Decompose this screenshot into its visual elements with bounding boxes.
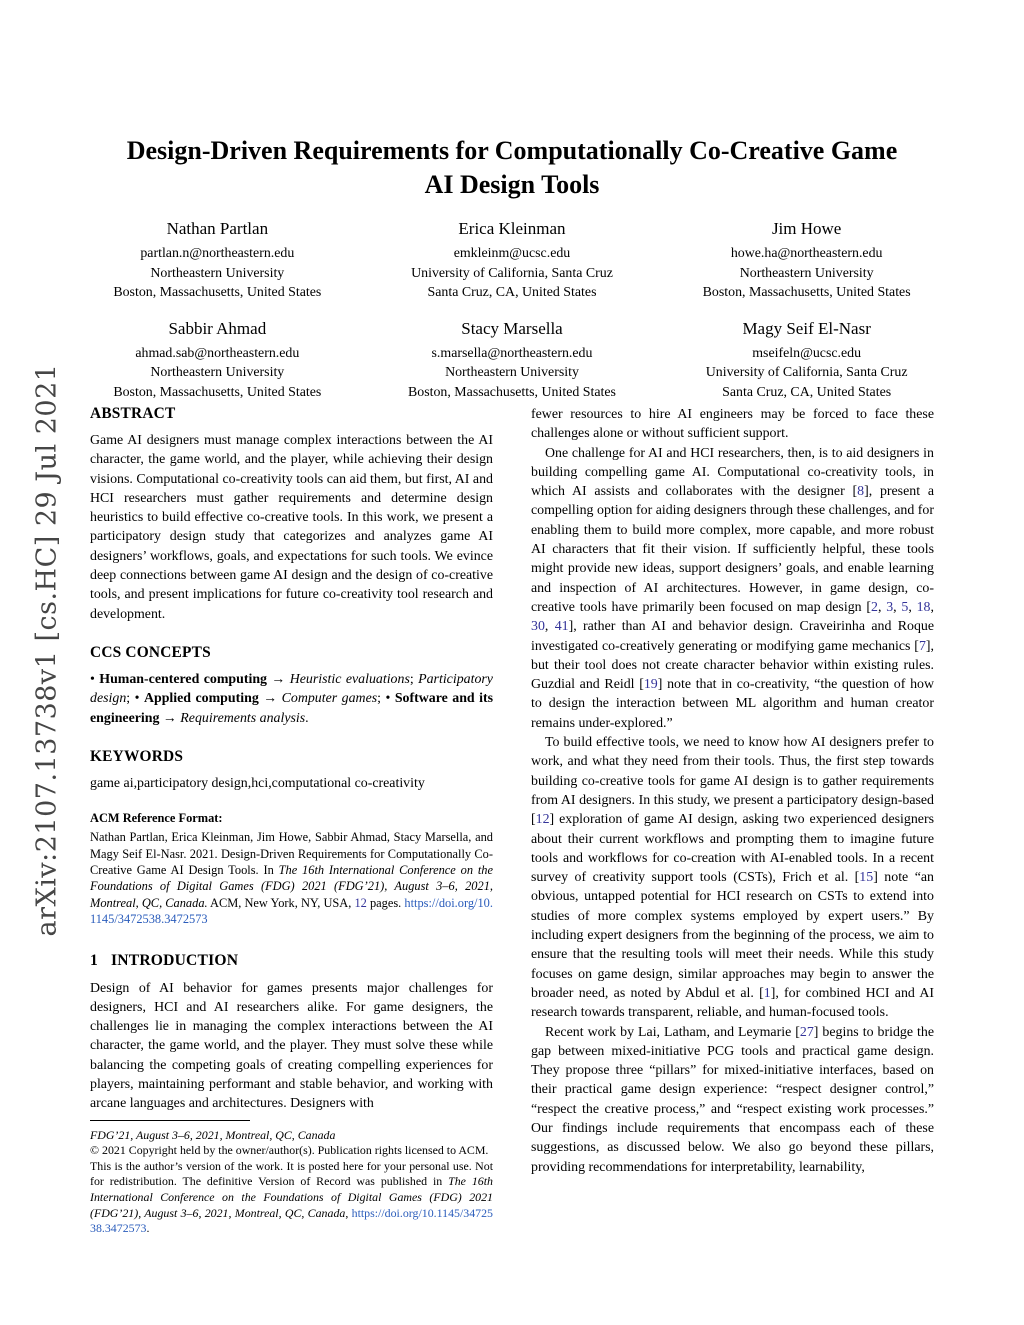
author-affiliation: University of California, Santa Cruz <box>411 265 613 281</box>
citation-link[interactable]: 41 <box>554 619 569 635</box>
citation-link[interactable]: 3 <box>886 599 894 615</box>
abstract-heading: ABSTRACT <box>90 405 176 422</box>
author-block <box>365 318 660 403</box>
author-block <box>659 318 954 403</box>
footnote-block <box>90 1114 493 1237</box>
footnote-version-note: This is the author’s version of the work. It is posted here for your personal use. Not for redistribution. The definitive Version of Record was published in The 16th International Conference on the Foundations of Digital Games (FDG) 2021 (FDG’21), August 3–6, 2021, Montreal, QC, Canada, https://doi.org/10.1145/3472538.3472573. <box>90 1158 493 1236</box>
author-affiliation: Northeastern University <box>739 265 874 281</box>
author-block <box>365 218 660 303</box>
keywords-text: game ai,participatory design,hci,computational co-creativity <box>90 775 425 791</box>
authors-grid <box>70 218 954 402</box>
paper-title: Design-Driven Requirements for Computationally Co-Creative Game AI Design Tools <box>126 136 898 199</box>
author-block <box>70 218 365 303</box>
author-location: Boston, Massachusetts, United States <box>113 285 322 300</box>
author-location: Boston, Massachusetts, United States <box>113 384 322 400</box>
body-paragraph: One challenge for AI and HCI researchers, then, is to aid designers in building compelling game AI. Computational co-creativity tools, in which AI assists and collaborates with the designer [8], present a compelling option for aiding designers through these challenges, and for enabling them to build more complex, more capable, and more robust AI characters that fit their vision. If sufficiently helpful, these tools might provide new ideas, support designers’ goals, and enable learning and inspection of AI architectures. However, in game design, co-creative tools have primarily been focused on map design [2, 3, 5, 18, 30, 41], rather than AI and behavior design. Craveirinha and Roque investigated co-creatively generating or modifying game mechanics [7], but their tool does not create character behavior within existing rules. Guzdial and Reidl [19] note that in co-creativity, “the question of how to design the interaction between ML algorithm and human creator remains under-explored.” <box>531 445 934 731</box>
two-column-body <box>90 405 934 1236</box>
footnote-copyright: © 2021 Copyright held by the owner/author(s). Publication rights licensed to ACM. <box>90 1143 489 1158</box>
right-column <box>531 405 934 1195</box>
footnote-conference: FDG’21, August 3–6, 2021, Montreal, QC, Canada <box>90 1127 336 1142</box>
body-paragraph: Recent work by Lai, Latham, and Leymarie [27] begins to bridge the gap between mixed-initiative PCG tools and practical game design. They propose three “pillars” for mixed-initiative interfaces, based on their practical game design experience: “respect designer control,” “respect the creative process,” and “respect existing work processes.” Our findings include requirements that encompass each of these suggestions, as discussed below. We also go beyond these pillars, providing recommendations for interpretability, learnability, <box>531 1024 934 1175</box>
introduction-heading <box>90 952 493 970</box>
acm-reference-text: Nathan Partlan, Erica Kleinman, Jim Howe, Sabbir Ahmad, Stacy Marsella, and Magy Seif El-Nasr. 2021. Design-Driven Requirements for Computationally Co-Creative Game AI Design Tools. In The 16th International Conference on the Foundations of Digital Games (FDG) 2021 (FDG’21), August 3–6, 2021, Montreal, QC, Canada. ACM, New York, NY, USA, 12 pages. https://doi.org/10.1145/3472538.3472573 <box>90 830 493 927</box>
author-location: Boston, Massachusetts, United States <box>702 285 911 300</box>
author-email: s.marsella@northeastern.edu <box>431 345 593 361</box>
ccs-heading: CCS CONCEPTS <box>90 643 211 661</box>
citation-link[interactable]: 7 <box>918 638 926 654</box>
citation-link[interactable]: 27 <box>799 1024 814 1040</box>
acm-reference-heading: ACM Reference Format: <box>90 811 223 826</box>
author-name: Nathan Partlan <box>166 219 269 238</box>
author-name: Sabbir Ahmad <box>168 318 267 338</box>
citation-link[interactable]: 30 <box>531 619 545 635</box>
doi-link[interactable]: https://doi.org/10.1145/3472538.3472573 <box>90 895 493 927</box>
author-email: partlan.n@northeastern.edu <box>140 246 295 261</box>
body-paragraph: To build effective tools, we need to know how AI designers prefer to work, and what they need from their tools. Thus, the first step towards building co-creative tools for game AI design is to gather requirements from AI designers. In this study, we present a participatory design-based [12] exploration of game AI design, asking two experienced designers about their current workflows and prompting them to imagine future tools and workflows for co-creation with AI-enabled tools. In a recent survey of creativity support tools (CSTs), Frich et al. [15] note “an obvious, untapped potential for HCI research on CSTs to extend into studies of more complex systems employed by expert users.” By including expert designers from the beginning of the process, we aim to ensure that the resulting tools will meet their needs. While this study focuses on game design, similar approaches may begin to answer the broader need, as noted by Abdul et al. [1], for combined HCI and AI research towards transparent, reliable, and human-focused tools. <box>531 735 934 1021</box>
introduction-paragraph: Design of AI behavior for games presents major challenges for designers, HCI and AI researchers alike. For game designers, the challenges lie in managing the complex interactions between the AI character, the game world, and the player. They must solve these while balancing the competing goals of creating compelling experiences for players, maintaining performant and stable behavior, and working with arcane languages and architectures. Designers with <box>90 980 493 1112</box>
citation-link[interactable]: 18 <box>916 599 931 615</box>
author-affiliation: University of California, Santa Cruz <box>705 365 908 380</box>
citation-link[interactable]: 8 <box>857 484 865 500</box>
page-count-link[interactable]: 12 <box>354 895 367 910</box>
keywords-heading: KEYWORDS <box>90 747 184 765</box>
citation-link[interactable]: 19 <box>643 677 658 693</box>
author-affiliation: Northeastern University <box>150 365 285 380</box>
author-location: Santa Cruz, CA, United States <box>722 384 892 400</box>
author-location: Santa Cruz, CA, United States <box>427 285 597 300</box>
author-name: Magy Seif El-Nasr <box>742 318 871 338</box>
author-block <box>70 318 365 403</box>
arxiv-watermark: arXiv:2107.13738v1 [cs.HC] 29 Jul 2021 <box>31 363 63 937</box>
author-email: howe.ha@northeastern.edu <box>730 246 883 261</box>
abstract-text: Game AI designers must manage complex interactions between the AI character, the game world, and the player, while achieving their design visions. Computational co-creativity tools can aid them, but first, AI and HCI researchers must gather requirements and determine design heuristics to build effective co-creative tools. In this work, we present a participatory design study that categorizes and analyzes game AI designers’ workflows, goals, and expectations for such tools. We evince deep connections between game AI design and the design of co-creative tools, and present implications for future co-creativity tool research and development. <box>90 433 493 622</box>
left-column <box>90 405 494 1236</box>
section-number: 1 <box>90 951 98 969</box>
citation-link[interactable]: 1 <box>763 985 771 1001</box>
author-name: Jim Howe <box>771 219 842 238</box>
body-paragraph: fewer resources to hire AI engineers may be forced to face these challenges alone or without sufficient support. <box>531 407 934 442</box>
author-affiliation: Northeastern University <box>445 365 579 380</box>
citation-link[interactable]: 12 <box>535 812 550 828</box>
doi-link[interactable]: https://doi.org/10.1145/3472538.3472573 <box>90 1205 493 1236</box>
author-email: ahmad.sab@northeastern.edu <box>135 345 300 361</box>
author-name: Erica Kleinman <box>458 219 566 238</box>
citation-link[interactable]: 15 <box>859 870 874 886</box>
ccs-text: • Human-centered computing → Heuristic evaluations; Participatory design; • Applied computing → Computer games; • Software and its engineering → Requirements analysis. <box>90 671 494 726</box>
author-email: mseifeln@ucsc.edu <box>752 345 862 361</box>
author-email: emkleinm@ucsc.edu <box>453 246 571 261</box>
author-name: Stacy Marsella <box>461 318 563 338</box>
author-location: Boston, Massachusetts, United States <box>408 384 616 400</box>
section-title: INTRODUCTION <box>111 951 239 969</box>
citation-link[interactable]: 5 <box>901 599 909 615</box>
citation-link[interactable]: 2 <box>871 599 878 615</box>
author-block <box>659 218 954 303</box>
footnote-rule <box>90 1120 250 1121</box>
author-affiliation: Northeastern University <box>150 265 285 281</box>
